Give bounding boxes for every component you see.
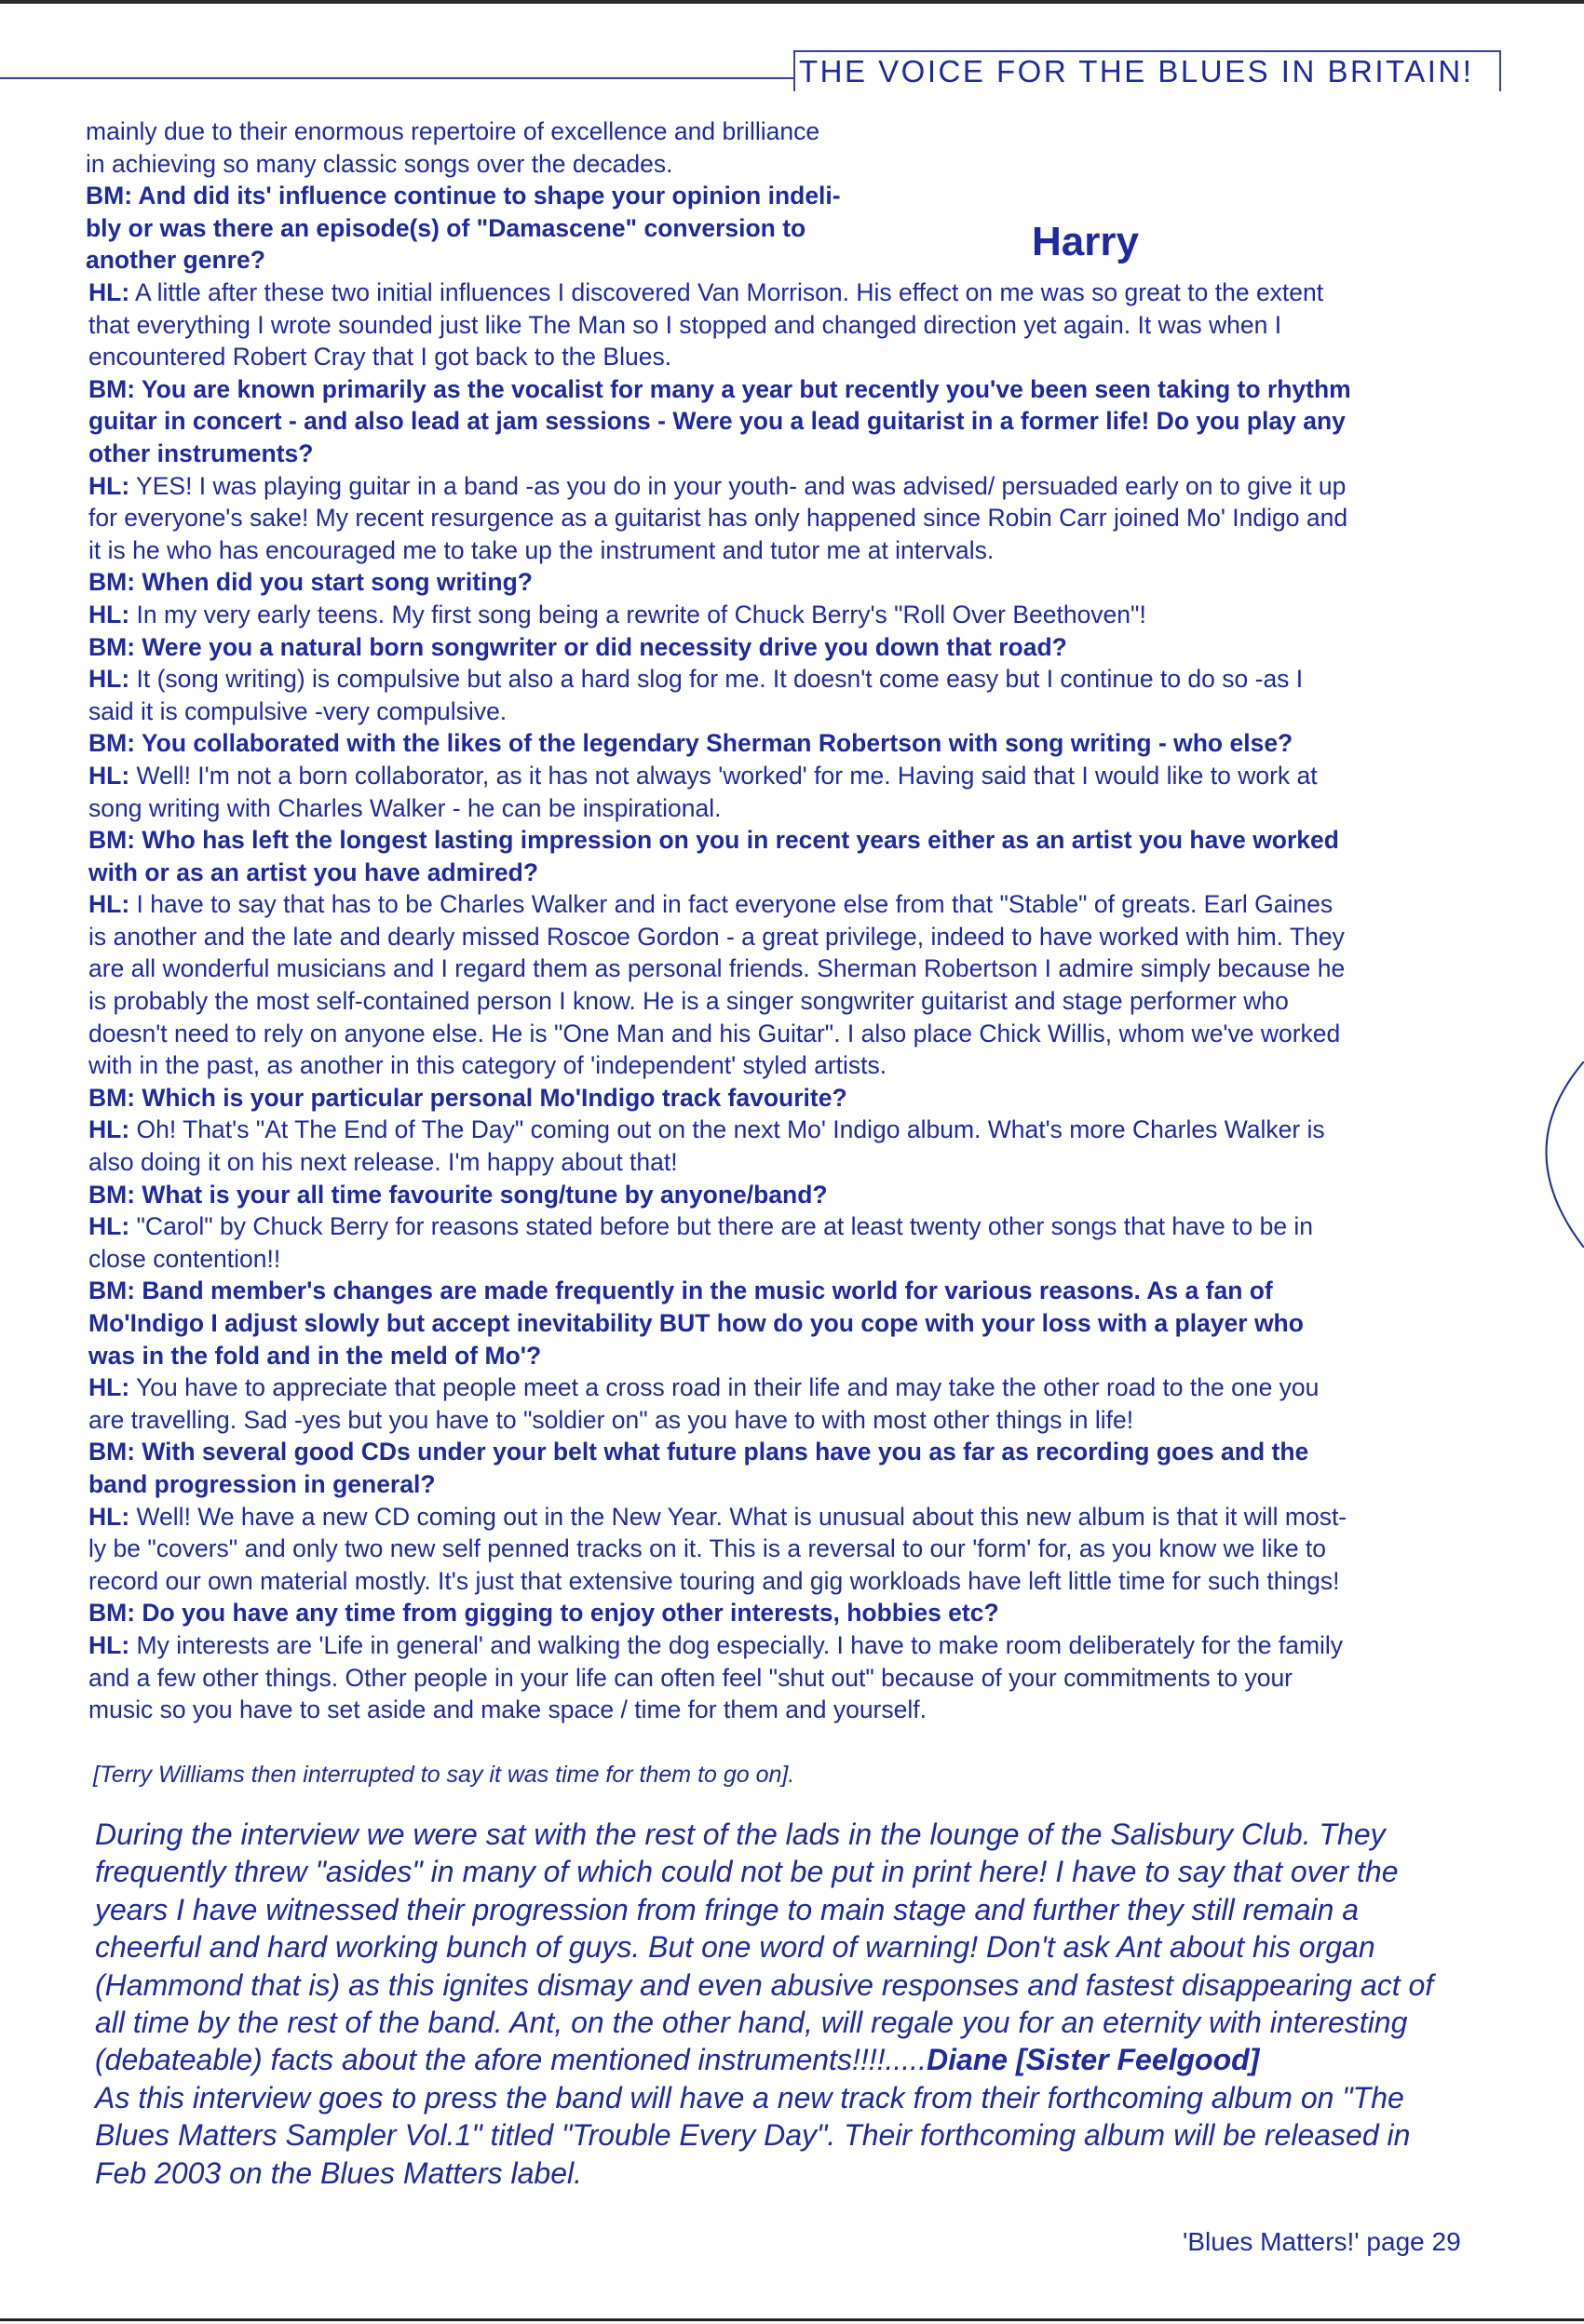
answer-line (88, 1210, 1504, 1243)
answer-line (88, 760, 1504, 792)
question-line (88, 566, 1504, 599)
closing-text: cheerful and hard working bunch of guys. But one word of warning! Don't ask Ant about his organ (95, 1930, 1375, 1965)
closing-text: Blues Matters Sampler Vol.1" titled "Trouble Every Day". Their forthcoming album will be released in (95, 2118, 1411, 2153)
line-text: song writing with Charles Walker - he can be inspirational. (88, 793, 722, 822)
speaker-tag: HL: (88, 1115, 130, 1144)
question-line (88, 1436, 1504, 1468)
line-text: also doing it on his next release. I'm happy about that! (88, 1148, 678, 1177)
answer-line (88, 1243, 1504, 1276)
closing-text: Feb 2003 on the Blues Matters label. (95, 2155, 582, 2190)
line-text: is probably the most self-contained person I know. He is a singer songwriter guitarist and stage performer who (88, 987, 1289, 1016)
line-text: You have to appreciate that people meet a cross road in their life and may take the other road to the one you (129, 1373, 1320, 1402)
line-text: encountered Robert Cray that I got back to the Blues. (88, 343, 672, 372)
intro-block (86, 115, 942, 277)
margin-arc-decoration (1527, 1061, 1584, 1248)
line-text: other instruments? (88, 439, 314, 467)
line-text: BM: Were you a natural born songwriter or did necessity drive you down that road? (88, 632, 1067, 661)
answer-line (88, 921, 1504, 953)
line-text: band progression in general? (88, 1469, 436, 1498)
answer-line (88, 985, 1504, 1018)
line-text: Well! We have a new CD coming out in the New Year. What is unusual about this new album is that it will most- (129, 1502, 1347, 1531)
closing-line (95, 2116, 1510, 2154)
closing-line (95, 2004, 1510, 2041)
closing-line (95, 1928, 1510, 1966)
line-text: It (song writing) is compulsive but also a hard slog for me. It doesn't come easy but I continue to do so -as I (129, 665, 1304, 694)
answer-line (88, 663, 1504, 696)
closing-text: frequently threw "asides" in many of which could not be put in print here! I have to say that over the (95, 1855, 1399, 1889)
line-text: Oh! That's "At The End of The Day" coming out on the next Mo' Indigo album. What's more Charles Walker is (129, 1115, 1325, 1144)
line-text: In my very early teens. My first song being a rewrite of Chuck Berry's "Roll Over Beethoven"! (129, 600, 1146, 628)
closing-text: (debateable) facts about the afore mentioned instruments!!!!..... (95, 2043, 927, 2077)
speaker-tag: HL: (88, 278, 130, 306)
line-text: another genre? (86, 246, 265, 275)
header-banner: THE VOICE FOR THE BLUES IN BRITAIN! (799, 54, 1474, 88)
question-line (88, 1275, 1504, 1307)
question-line (88, 1179, 1504, 1211)
line-text: for everyone's sake! My recent resurgence as a guitarist has only happened since Robin Carr joined Mo' Indigo and (88, 504, 1348, 533)
question-line (86, 244, 942, 277)
closing-line (95, 2079, 1510, 2116)
bottom-rule (0, 2318, 1584, 2321)
closing-line (95, 2155, 1510, 2192)
question-line (88, 727, 1504, 760)
line-text: BM: What is your all time favourite song/tune by anyone/band? (88, 1180, 828, 1209)
closing-line (95, 1891, 1510, 1928)
answer-line (88, 599, 1504, 631)
author-signoff: Diane [Sister Feelgood] (926, 2043, 1260, 2077)
closing-line (95, 1816, 1510, 1853)
line-text: is another and the late and dearly missed Roscoe Gordon - a great privilege, indeed to have worked with him. They (88, 922, 1345, 951)
answer-line (88, 1049, 1504, 1082)
closing-line (95, 1853, 1510, 1890)
speaker-tag: HL: (88, 600, 130, 628)
answer-line (88, 1371, 1504, 1404)
answer-line (88, 470, 1504, 503)
answer-line (86, 148, 942, 181)
question-line (88, 405, 1504, 438)
line-text: doesn't need to rely on anyone else. He is "One Man and his Guitar". I also place Chick Willis, whom we've worked (88, 1019, 1341, 1047)
speaker-tag: HL: (88, 1502, 130, 1531)
question-line (88, 1340, 1504, 1372)
answer-line (88, 502, 1504, 534)
speaker-tag: HL: (88, 1373, 130, 1402)
line-text: are travelling. Sad -yes but you have to "soldier on" as you have to with most other things in life! (88, 1405, 1134, 1434)
line-text: said it is compulsive -very compulsive. (88, 696, 508, 725)
speaker-tag: HL: (88, 665, 130, 694)
closing-paragraph (95, 1816, 1510, 2192)
answer-line (88, 1694, 1504, 1726)
line-text: BM: You are known primarily as the vocalist for many a year but recently you've been seen taking to rhythm (88, 374, 1351, 403)
line-text: BM: When did you start song writing? (88, 568, 533, 597)
interview-body (88, 277, 1504, 1726)
line-text: BM: Band member's changes are made frequently in the music world for various reasons. As a fan of (88, 1277, 1273, 1305)
line-text: A little after these two initial influences I discovered Van Morrison. His effect on me was so great to the extent (129, 278, 1324, 306)
answer-line (88, 792, 1504, 825)
question-line (88, 1597, 1504, 1629)
answer-line (88, 888, 1504, 921)
line-text: My interests are 'Life in general' and walking the dog especially. I have to make room deliberately for the family (129, 1630, 1344, 1659)
line-text: bly or was there an episode(s) of "Damascene" conversion to (86, 213, 806, 242)
answer-line (88, 1501, 1504, 1534)
speaker-tag: HL: (88, 761, 130, 790)
sidebar-name: Harry (1032, 219, 1139, 264)
question-line (88, 1082, 1504, 1115)
line-text: record our own material mostly. It's just that extensive touring and gig workloads have left little time for such things! (88, 1566, 1340, 1595)
question-line (88, 438, 1504, 470)
line-text: music so you have to set aside and make space / time for them and yourself. (88, 1696, 927, 1724)
answer-line (88, 953, 1504, 985)
line-text: in achieving so many classic songs over the decades. (86, 149, 673, 178)
line-text: mainly due to their enormous repertoire of excellence and brilliance (86, 117, 820, 145)
line-text: are all wonderful musicians and I regard them as personal friends. Sherman Robertson I admire simply because he (88, 954, 1346, 983)
line-text: ly be "covers" and only two new self penned tracks on it. This is a reversal to our 'form' for, as you know we like to (88, 1534, 1327, 1563)
line-text: BM: Who has left the longest lasting impression on you in recent years either as an artist you have worked (88, 826, 1339, 855)
line-text: it is he who has encouraged me to take up the instrument and tutor me at intervals. (88, 535, 995, 564)
speaker-tag: HL: (88, 1212, 130, 1241)
line-text: BM: Do you have any time from gigging to enjoy other interests, hobbies etc? (88, 1599, 999, 1628)
answer-line (88, 1662, 1504, 1695)
closing-line (95, 2041, 1510, 2078)
closing-text: During the interview we were sat with the rest of the lads in the lounge of the Salisbury Club. They (95, 1817, 1386, 1851)
answer-line (88, 1629, 1504, 1662)
line-text: Well! I'm not a born collaborator, as it has not always 'worked' for me. Having said that I would like to work at (129, 761, 1318, 790)
speaker-tag: HL: (88, 471, 130, 500)
closing-text: As this interview goes to press the band will have a new track from their forthcoming album on "The (95, 2080, 1404, 2115)
answer-line (86, 115, 942, 148)
answer-line (88, 534, 1504, 567)
question-line (86, 212, 942, 245)
answer-line (88, 1146, 1504, 1179)
editor-note: [Terry Williams then interrupted to say it was time for them to go on]. (93, 1762, 795, 1788)
header-rule (0, 77, 793, 79)
question-line (88, 824, 1504, 857)
question-line (88, 857, 1504, 889)
speaker-tag: HL: (88, 890, 130, 919)
closing-text: all time by the rest of the band. Ant, on the other hand, will regale you for an eternity with interesting (95, 2006, 1408, 2040)
answer-line (88, 1565, 1504, 1598)
line-text: close contention!! (88, 1244, 281, 1273)
line-text: that everything I wrote sounded just like The Man so I stopped and changed direction yet again. It was when I (88, 310, 1282, 339)
question-line (88, 631, 1504, 664)
page-footer: 'Blues Matters!' page 29 (1183, 2227, 1461, 2256)
line-text: I have to say that has to be Charles Walker and in fact everyone else from that "Stable" of greats. Earl Gaines (129, 890, 1334, 919)
line-text: Mo'Indigo I adjust slowly but accept inevitability BUT how do you cope with your loss with a player who (88, 1309, 1304, 1337)
question-line (88, 1307, 1504, 1340)
answer-line (88, 1114, 1504, 1146)
line-text: BM: You collaborated with the likes of the legendary Sherman Robertson with song writing - who else? (88, 729, 1293, 758)
question-line (88, 373, 1504, 406)
answer-line (88, 309, 1504, 342)
answer-line (88, 277, 1504, 309)
top-rule (0, 0, 1584, 4)
closing-text: years I have witnessed their progression from fringe to main stage and further they still remain a (95, 1892, 1360, 1926)
line-text: with or as an artist you have admired? (88, 858, 539, 886)
question-line (88, 1468, 1504, 1501)
answer-line (88, 1533, 1504, 1565)
closing-line (95, 1966, 1510, 2004)
line-text: "Carol" by Chuck Berry for reasons stated before but there are at least twenty other songs that have to be in (129, 1212, 1314, 1241)
answer-line (88, 341, 1504, 373)
line-text: with in the past, as another in this category of 'independent' styled artists. (88, 1051, 887, 1080)
line-text: was in the fold and in the meld of Mo'? (88, 1341, 542, 1370)
answer-line (88, 1018, 1504, 1050)
closing-text: (Hammond that is) as this ignites dismay and even abusive responses and fastest disappearing act of (95, 1967, 1434, 2002)
speaker-tag: HL: (88, 1630, 130, 1659)
line-text: BM: Which is your particular personal Mo'Indigo track favourite? (88, 1083, 847, 1112)
line-text: guitar in concert - and also lead at jam sessions - Were you a lead guitarist in a former life! Do you play any (88, 407, 1346, 436)
line-text: and a few other things. Other people in your life can often feel "shut out" because of your commitments to your (88, 1663, 1293, 1692)
line-text: BM: With several good CDs under your belt what future plans have you as far as recording goes and the (88, 1438, 1309, 1466)
answer-line (88, 696, 1504, 728)
answer-line (88, 1404, 1504, 1437)
line-text: BM: And did its' influence continue to shape your opinion indeli- (86, 182, 841, 210)
question-line (86, 180, 942, 212)
line-text: YES! I was playing guitar in a band -as you do in your youth- and was advised/ persuaded early on to give it up (129, 471, 1347, 500)
